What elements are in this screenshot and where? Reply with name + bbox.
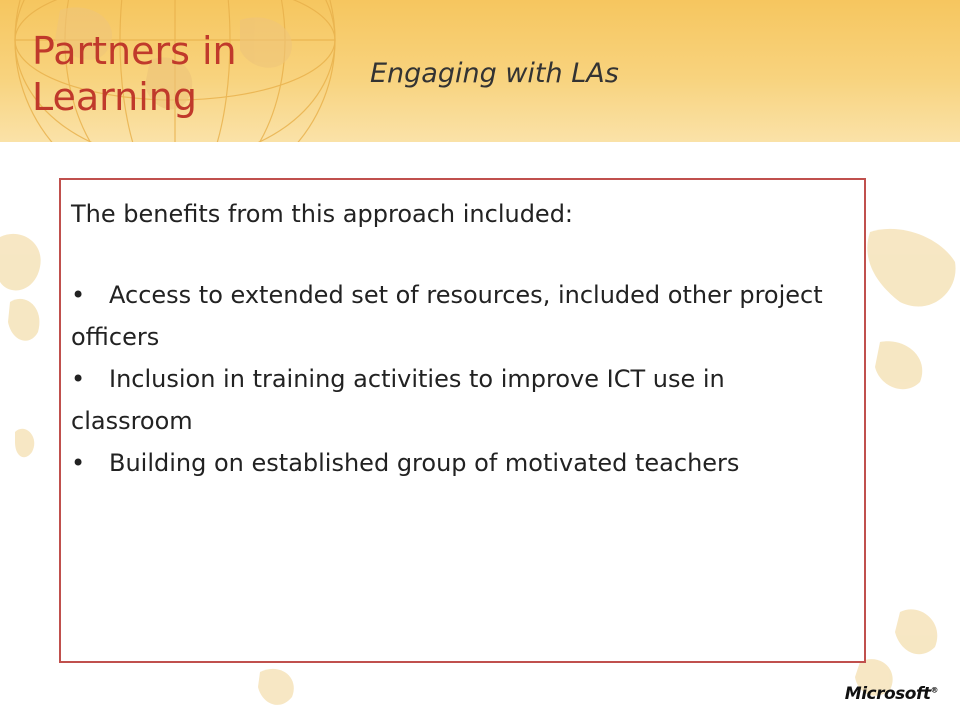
slide-title: Engaging with LAs xyxy=(370,58,619,89)
registered-mark: ® xyxy=(930,685,938,695)
list-item xyxy=(71,442,854,484)
bullet-text: Inclusion in training activities to improve ICT use in classroom xyxy=(71,365,725,435)
brand-line-2: Learning xyxy=(32,75,197,119)
partners-in-learning-logo xyxy=(32,28,237,120)
microsoft-logo-text: Microsoft xyxy=(844,684,931,704)
list-item xyxy=(71,358,854,442)
intro-text: The benefits from this approach included: xyxy=(71,200,574,228)
list-item xyxy=(71,274,854,358)
content-box xyxy=(59,178,866,663)
benefits-list xyxy=(71,274,854,484)
microsoft-logo xyxy=(845,684,938,704)
header-banner xyxy=(0,0,960,142)
bullet-text: Access to extended set of resources, included other project officers xyxy=(71,281,823,351)
brand-line-1: Partners in xyxy=(32,29,237,73)
bullet-marker: • xyxy=(71,365,86,393)
bullet-marker: • xyxy=(71,281,86,309)
bullet-text: Building on established group of motivated teachers xyxy=(109,449,740,477)
bullet-marker: • xyxy=(71,449,86,477)
